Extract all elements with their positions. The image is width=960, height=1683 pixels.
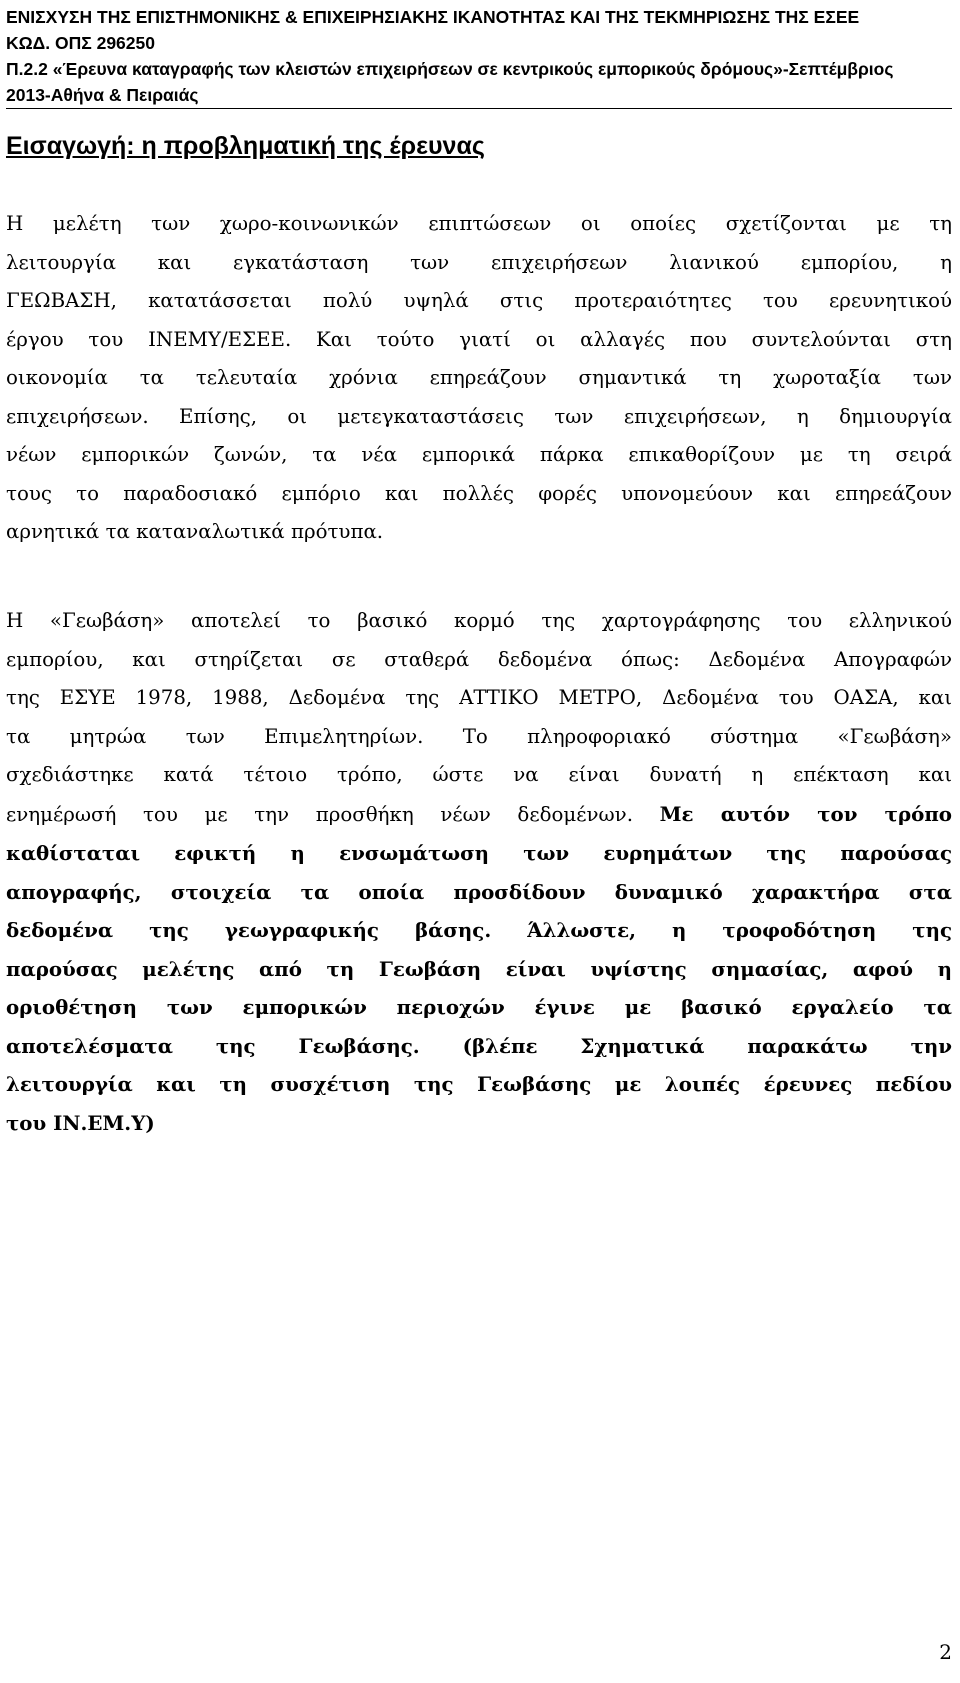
paragraph-2-normal-text: ενημέρωσή του με την προσθήκη νέων δεδομένων. (6, 802, 660, 826)
paragraph-1-line: λειτουργία και εγκατάσταση των επιχειρήσεων λιανικού εμπορίου, η (6, 250, 952, 274)
paragraph-2-line: σχεδιάστηκε κατά τέτοιο τρόπο, ώστε να είναι δυνατή η επέκταση και (6, 763, 952, 786)
paragraph-2-line: εμπορίου, και στηρίζεται σε σταθερά δεδομένα όπως: Δεδομένα Απογραφών (6, 647, 952, 671)
paragraph-2-bold-line: παρούσας μελέτης από τη Γεωβάση είναι υψίστης σημασίας, αφού η (6, 956, 952, 981)
paragraph-2-bold-text: Με αυτόν τον τρόπο (659, 801, 952, 826)
paragraph-2-bold-line: απογραφής, στοιχεία τα οποία προσδίδουν δυναμικό χαρακτήρα στα (6, 879, 952, 904)
header-line-4: 2013-Αθήνα & Πειραιάς (6, 85, 199, 105)
paragraph-1-line: οικονομία τα τελευταία χρόνια επηρεάζουν σημαντικά τη χωροταξία των (6, 366, 952, 389)
paragraph-2-bold-line: του ΙΝ.ΕΜ.Υ) (6, 1110, 155, 1135)
page-number: 2 (939, 1640, 952, 1664)
paragraph-1-line: νέων εμπορικών ζωνών, τα νέα εμπορικά πάρκα επικαθορίζουν με τη σειρά (6, 443, 952, 466)
paragraph-2-bold-line: αποτελέσματα της Γεωβάσης. (βλέπε Σχηματικά παρακάτω την (6, 1033, 952, 1058)
page-header (6, 4, 952, 108)
paragraph-2-bold-line: οριοθέτηση των εμπορικών περιοχών έγινε με βασικό εργαλείο τα (6, 995, 952, 1019)
paragraph-2-mixed-line (6, 795, 952, 835)
paragraph-1-line: έργου του ΙΝΕΜΥ/ΕΣΕΕ. Και τούτο γιατί οι αλλαγές που συντελούνται στη (6, 327, 952, 351)
paragraph-2-line: της ΕΣΥΕ 1978, 1988, Δεδομένα της ΑΤΤΙΚΟ ΜΕΤΡΟ, Δεδομένα του ΟΑΣΑ, και (6, 686, 952, 709)
header-divider (6, 108, 952, 109)
section-heading: Εισαγωγή: η προβληματική της έρευνας (6, 132, 485, 160)
paragraph-2-bold-line: καθίσταται εφικτή η ενσωμάτωση των ευρημάτων της παρούσας (6, 841, 952, 865)
header-line-2: ΚΩΔ. ΟΠΣ 296250 (6, 33, 155, 53)
header-line-1: ΕΝΙΣΧΥΣΗ ΤΗΣ ΕΠΙΣΤΗΜΟΝΙΚΗΣ & ΕΠΙΧΕΙΡΗΣΙΑΚΗΣ ΙΚΑΝΟΤΗΤΑΣ ΚΑΙ ΤΗΣ ΤΕΚΜΗΡΙΩΣΗΣ ΤΗΣ ΕΣΕΕ (6, 7, 860, 27)
paragraph-2-line: Η «Γεωβάση» αποτελεί το βασικό κορμό της χαρτογράφησης του ελληνικού (6, 609, 952, 632)
paragraph-2 (6, 602, 952, 1142)
paragraph-1 (6, 205, 952, 552)
paragraph-2-line: τα μητρώα των Επιμελητηρίων. Το πληροφοριακό σύστημα «Γεωβάση» (6, 724, 952, 748)
paragraph-2-bold-line: δεδομένα της γεωγραφικής βάσης. Άλλωστε, η τροφοδότηση της (6, 918, 952, 942)
paragraph-2-bold-line: λειτουργία και τη συσχέτιση της Γεωβάσης με λοιπές έρευνες πεδίου (6, 1072, 952, 1096)
paragraph-1-line: αρνητικά τα καταναλωτικά πρότυπα. (6, 520, 384, 543)
paragraph-1-line: Η μελέτη των χωρο-κοινωνικών επιπτώσεων οι οποίες σχετίζονται με τη (6, 212, 952, 235)
header-line-3: Π.2.2 «Έρευνα καταγραφής των κλειστών επιχειρήσεων σε κεντρικούς εμπορικούς δρόμους»-Σεπτέμβριος (6, 59, 894, 79)
paragraph-1-line: ΓΕΩΒΑΣΗ, κατατάσσεται πολύ υψηλά στις προτεραιότητες του ερευνητικού (6, 289, 952, 312)
paragraph-1-line: επιχειρήσεων. Επίσης, οι μετεγκαταστάσεις των επιχειρήσεων, η δημιουργία (6, 404, 952, 428)
paragraph-1-line: τους το παραδοσιακό εμπόριο και πολλές φορές υπονομεύουν και επηρεάζουν (6, 481, 952, 505)
